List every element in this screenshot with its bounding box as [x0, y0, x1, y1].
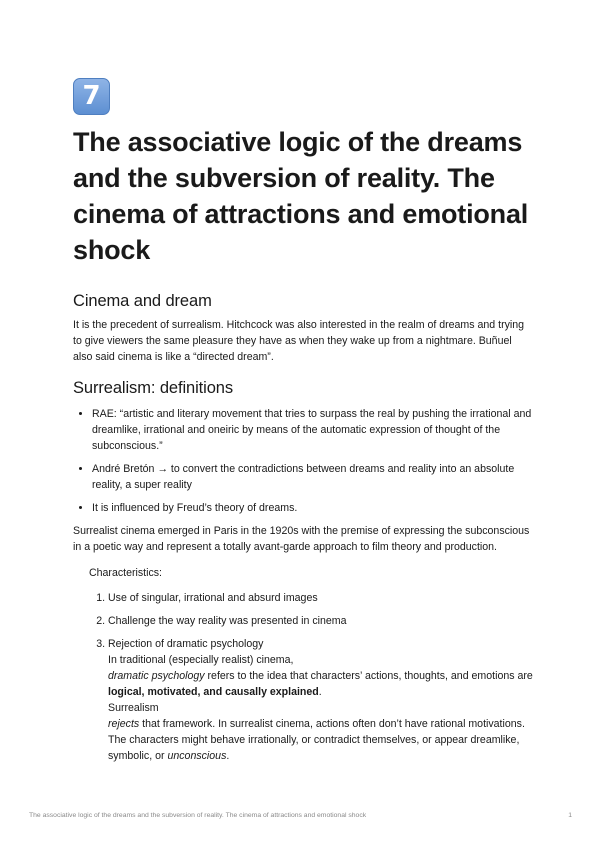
footer-title: The associative logic of the dreams and the subversion of reality. The cinema of attractions and emotional shock: [29, 812, 367, 819]
number-seven-emoji-icon: 7: [73, 78, 110, 115]
section-heading: Surrealism: definitions: [73, 379, 234, 397]
section-heading: Cinema and dream: [73, 292, 212, 310]
definitions-list: [73, 406, 533, 516]
list-item: • RAE: “artistic and literary movement that tries to surpass the real by pushing the irrational and dreamlike, irrational and oneiric by means of the automatic expression of thought of the subconscious.”: [92, 406, 533, 454]
item-text: .: [226, 750, 230, 762]
emphasis-text: dramatic psychology: [108, 670, 205, 682]
section-paragraph: Surrealist cinema emerged in Paris in the 1920s with the premise of expressing the subconscious in a poetic way and represent a totally avant-garde approach to film theory and production.: [73, 525, 530, 553]
item-text: Surrealism: [108, 702, 159, 714]
item-text: .: [318, 686, 322, 698]
characteristics-list: [89, 590, 533, 764]
item-text: refers to the idea that characters’ actions, thoughts, and emotions are: [204, 670, 533, 682]
section-cinema-and-dream: [73, 292, 533, 365]
list-item: 2. Challenge the way reality was presented in cinema: [108, 613, 533, 629]
page-footer: [29, 812, 572, 819]
item-title: Rejection of dramatic psychology: [108, 638, 264, 650]
page-title: The associative logic of the dreams and the subversion of reality. The cinema of attractions and emotional shock: [73, 127, 529, 265]
item-text: In traditional (especially realist) cinema,: [108, 654, 294, 666]
list-item: • It is influenced by Freud’s theory of dreams.: [92, 500, 533, 516]
emphasis-text: unconscious: [167, 750, 227, 762]
section-paragraph: It is the precedent of surrealism. Hitchcock was also interested in the realm of dreams and trying to give viewers the same pleasure they have as when they wake up from a nightmare. Buñuel also said cinema is like a “directed dream”.: [73, 319, 525, 363]
page-number: 1: [568, 812, 572, 819]
emphasis-text: rejects: [108, 718, 140, 730]
list-item-rejection: [108, 636, 533, 764]
item-text: that framework. In surrealist cinema, actions often don’t have rational motivations. The characters might behave irrationally, or contradict themselves, or appear dreamlike, symbolic, or: [108, 718, 525, 762]
list-item: 1. Use of singular, irrational and absurd images: [108, 590, 533, 606]
characteristics-label: Characteristics:: [89, 567, 162, 579]
page-content: [73, 78, 533, 771]
list-item: • André Bretón → to convert the contradictions between dreams and reality into an absolute reality, a super reality: [92, 461, 533, 493]
bold-text: logical, motivated, and causally explained: [108, 686, 319, 698]
section-surrealism-definitions: [73, 379, 533, 764]
